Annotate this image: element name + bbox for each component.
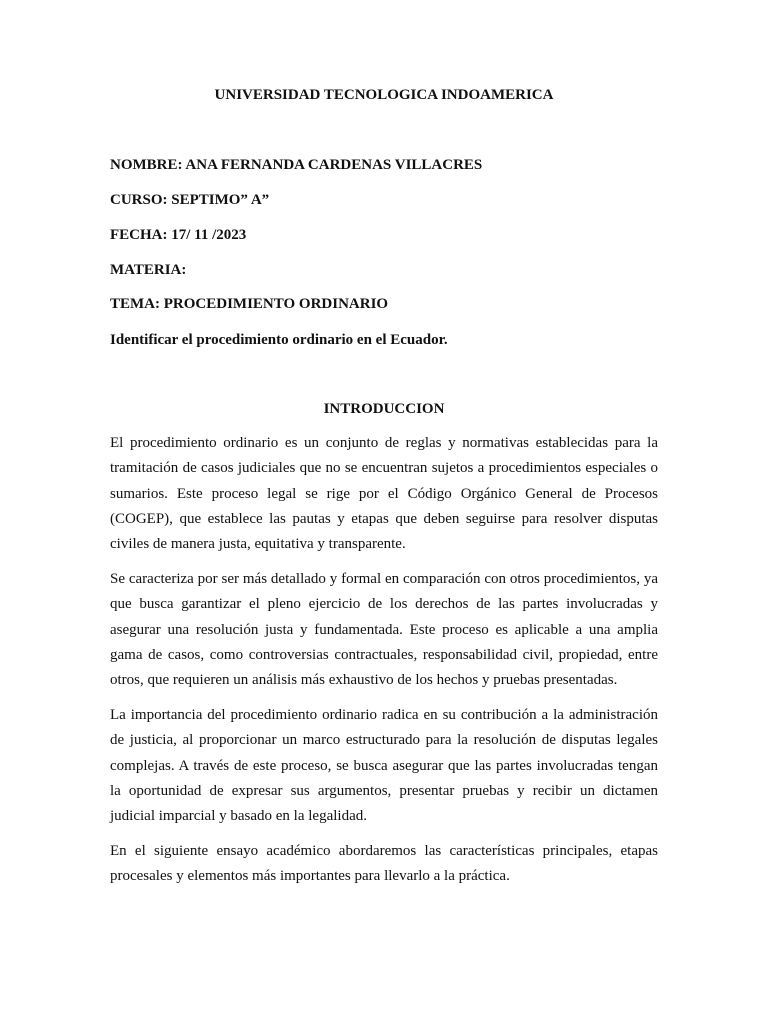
subject-line: MATERIA:	[110, 262, 187, 278]
paragraph-1: El procedimiento ordinario es un conjunto de reglas y normativas establecidas para la tramitación de casos judiciales que no se encuentran sujetos a procedimientos especiales o sumarios. Este proceso legal se rige por el Código Orgánico General de Procesos (COGEP), que establece las pautas y etapas que deben seguirse para resolver disputas civiles de manera justa, equitativa y transparente.	[110, 435, 658, 553]
student-name: NOMBRE: ANA FERNANDA CARDENAS VILLACRES	[110, 157, 483, 173]
objective-line: Identificar el procedimiento ordinario en el Ecuador.	[110, 332, 448, 348]
section-title: INTRODUCCION	[323, 401, 445, 417]
paragraph-3: La importancia del procedimiento ordinario radica en su contribución a la administración de justicia, al proporcionar un marco estructurado para la resolución de disputas legales complejas. A través de este proceso, se busca asegurar que las partes involucradas tengan la oportunidad de expresar sus argumentos, presentar pruebas y recibir un dictamen judicial imparcial y basado en la legalidad.	[110, 707, 658, 825]
course-line: CURSO: SEPTIMO” A”	[110, 192, 270, 208]
paragraph-4: En el siguiente ensayo académico abordaremos las características principales, etapas procesales y elementos más importantes para llevarlo a la práctica.	[110, 843, 658, 885]
university-title: UNIVERSIDAD TECNOLOGICA INDOAMERICA	[214, 87, 554, 103]
date-line: FECHA: 17/ 11 /2023	[110, 227, 247, 243]
paragraph-2: Se caracteriza por ser más detallado y formal en comparación con otros procedimientos, ya que busca garantizar el pleno ejercicio de los derechos de las partes involucradas y asegurar una resolución justa y fundamentada. Este proceso es aplicable a una amplia gama de casos, como controversias contractuales, responsabilidad civil, propiedad, entre otros, que requieren un análisis más exhaustivo de los hechos y pruebas presentadas.	[110, 571, 658, 689]
topic-line: TEMA: PROCEDIMIENTO ORDINARIO	[110, 296, 389, 312]
